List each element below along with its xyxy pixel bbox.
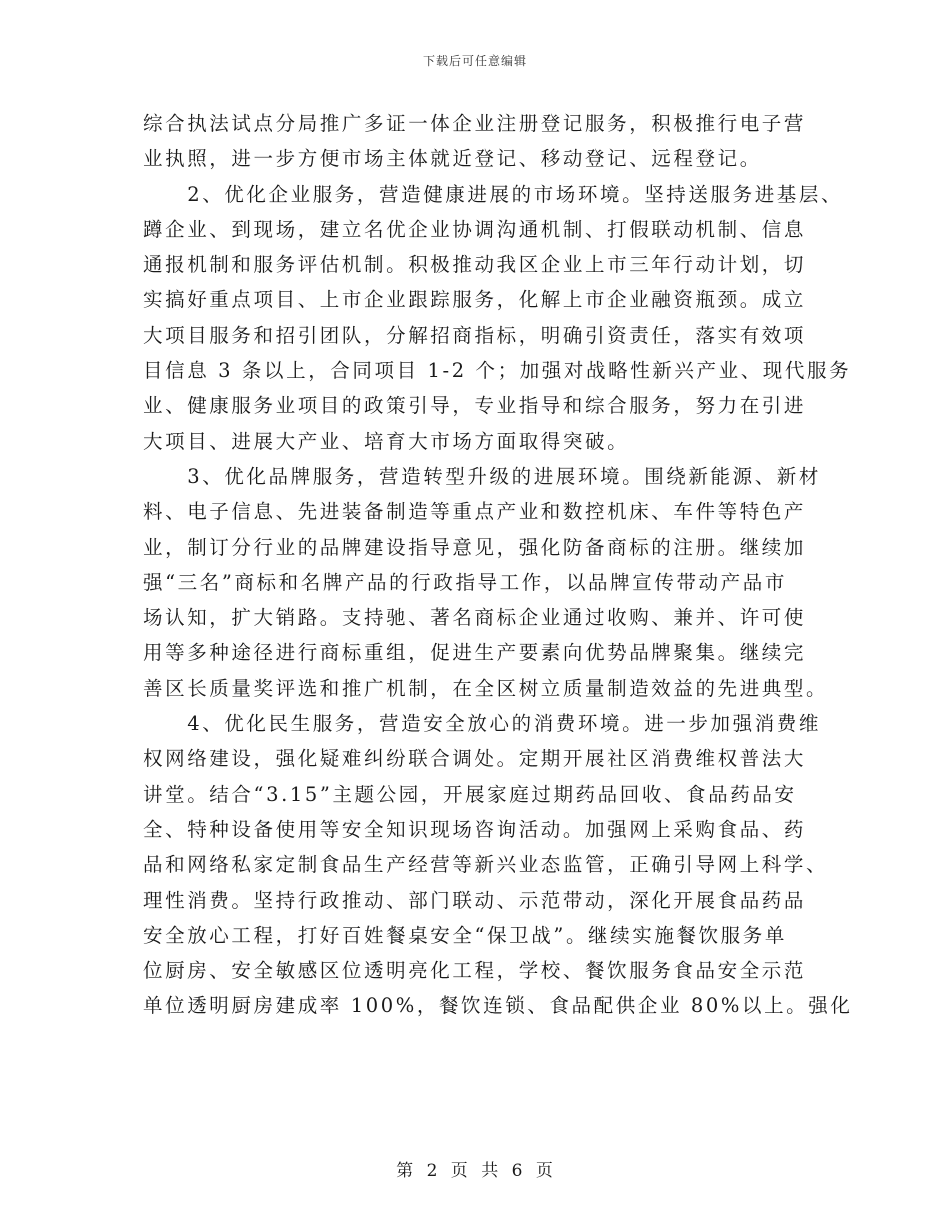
text-line: 品和网络私家定制食品生产经营等新兴业态监管，正确引导网上科学、 (143, 853, 829, 877)
text-line: 业、健康服务业项目的政策引导，专业指导和综合服务，努力在引进 (143, 394, 807, 418)
text-line: 强“三名”商标和名牌产品的行政指导工作，以品牌宣传带动产品市 (143, 570, 787, 594)
text-line: 业，制订分行业的品牌建设指导意见，强化防备商标的注册。继续加 (143, 535, 807, 559)
text-line: 用等多种途径进行商标重组，促进生产要素向优势品牌聚集。继续完 (143, 641, 807, 665)
text-line: 大项目服务和招引团队，分解招商指标，明确引资责任，落实有效项 (143, 323, 807, 347)
text-line: 善区长质量奖评选和推广机制，在全区树立质量制造效益的先进典型。 (143, 676, 829, 700)
page-header: 下载后可任意编辑 (422, 54, 527, 68)
page-footer: 第 2 页 共 6 页 (396, 1161, 554, 1181)
text-line: 料、电子信息、先进装备制造等重点产业和数控机床、车件等特色产 (143, 500, 807, 524)
text-line: 单位透明厨房建成率 100%，餐饮连锁、食品配供企业 80%以上。强化 (143, 994, 853, 1018)
text-line: 安全放心工程，打好百姓餐桌安全“保卫战”。继续实施餐饮服务单 (143, 923, 787, 947)
text-line: 理性消费。坚持行政推动、部门联动、示范带动，深化开展食品药品 (143, 888, 807, 912)
text-line: 通报机制和服务评估机制。积极推动我区企业上市三年行动计划，切 (143, 253, 807, 277)
text-line: 蹲企业、到现场，建立名优企业协调沟通机制、打假联动机制、信息 (143, 217, 807, 241)
text-line: 全、特种设备使用等安全知识现场咨询活动。加强网上采购食品、药 (143, 817, 807, 841)
text-line: 大项目、进展大产业、培育大市场方面取得突破。 (143, 429, 630, 453)
text-line: 权网络建设，强化疑难纠纷联合调处。定期开展社区消费维权普法大 (143, 747, 807, 771)
text-line: 场认知，扩大销路。支持驰、著名商标企业通过收购、兼并、许可使 (143, 606, 807, 630)
text-line: 2、优化企业服务，营造健康进展的市场环境。坚持送服务进基层、 (143, 182, 844, 206)
text-line: 位厨房、安全敏感区位透明亮化工程，学校、餐饮服务食品安全示范 (143, 959, 807, 983)
text-line: 目信息 3 条以上，合同项目 1-2 个；加强对战略性新兴产业、现代服务 (143, 359, 852, 383)
text-line: 3、优化品牌服务，营造转型升级的进展环境。围绕新能源、新材 (143, 464, 822, 488)
text-line: 4、优化民生服务，营造安全放心的消费环境。进一步加强消费维 (143, 712, 822, 736)
text-line: 讲堂。结合“3.15”主题公园，开展家庭过期药品回收、食品药品安 (143, 782, 797, 806)
body-text (143, 106, 853, 1024)
text-line: 综合执法试点分局推广多证一体企业注册登记服务，积极推行电子营 (143, 112, 807, 135)
text-line: 业执照，进一步方便市场主体就近登记、移动登记、远程登记。 (143, 147, 762, 171)
text-line: 实搞好重点项目、上市企业跟踪服务，化解上市企业融资瓶颈。成立 (143, 288, 807, 312)
